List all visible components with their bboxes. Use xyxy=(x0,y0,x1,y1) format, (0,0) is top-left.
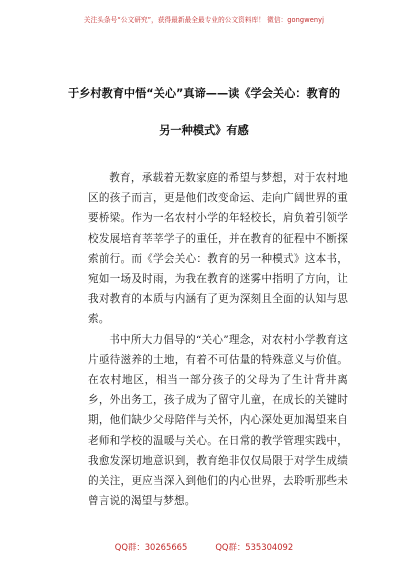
document-body xyxy=(88,168,348,511)
document-title-line-1: 于乡村教育中悟“关心”真谛——读《学会关心：教育的 xyxy=(67,87,341,100)
footer-qq-group-2: QQ群：535304092 xyxy=(215,542,294,552)
footer xyxy=(0,541,408,553)
body-paragraph-2: 书中所大力倡导的“关心”理念，对农村小学教育这片亟待滋养的土地，有着不可估量的特殊意义与价值。在农村地区，相当一部分孩子的父母为了生计背井离乡，外出务工，孩子成为了留守儿童，在成长的关键时期，他们缺少父母陪伴与关怀，内心深处更加渴望来自老师和学校的温暖与关心。在日常的教学管理实践中，我愈发深切地意识到，教育绝非仅仅局限于对学生成绩的关注，更应当深入到他们的内心世界，去聆听那些未曾言说的渴望与梦想。 xyxy=(88,333,348,508)
body-paragraph-1: 教育，承载着无数家庭的希望与梦想，对于农村地区的孩子而言，更是他们改变命运、走向广阔世界的重要桥梁。作为一名农村小学的年轻校长，肩负着引领学校发展培育莘莘学子的重任，并在教育的征程中不断探索前行。而《学会关心：教育的另一种模式》这本书，宛如一场及时雨，为我在教育的迷雾中指明了方向，让我对教育的本质与内涵有了更为深刻且全面的认知与思索。 xyxy=(88,172,348,326)
header-banner: 关注头条号“公文研究”，获得最新最全最专业的公文资料库！ 微信：gongwenyj xyxy=(83,16,325,24)
document-title-line-2: 另一种模式》有感 xyxy=(159,124,249,137)
footer-qq-group-1: QQ群：30265665 xyxy=(114,542,188,552)
